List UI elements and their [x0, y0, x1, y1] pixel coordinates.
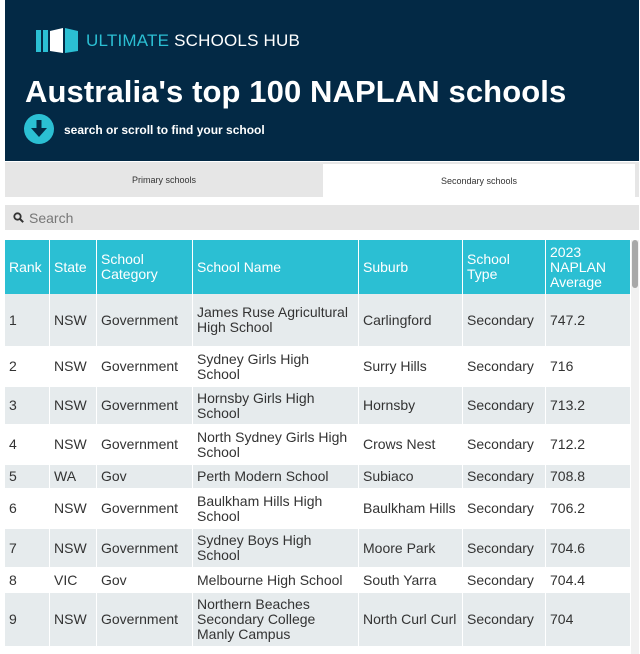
school-type-tabs	[5, 162, 639, 197]
column-header-naplan-average[interactable]: 2023 NAPLAN Average	[546, 240, 631, 294]
cell-school-type: Secondary	[463, 387, 546, 425]
cell-suburb: North Curl Curl	[359, 593, 463, 647]
cell-school-type: Secondary	[463, 294, 546, 347]
cell-category: Government	[97, 529, 193, 568]
cell-rank: 2	[5, 347, 50, 387]
cell-rank: 9	[5, 593, 50, 647]
arrow-down-icon	[30, 119, 48, 139]
table-row	[5, 387, 631, 425]
cell-category: Government	[97, 387, 193, 425]
cell-school-name: Hornsby Girls High School	[193, 387, 359, 425]
cell-state: NSW	[50, 425, 97, 465]
cell-rank: 6	[5, 489, 50, 529]
cell-state: NSW	[50, 593, 97, 647]
cell-state: NSW	[50, 294, 97, 347]
cell-school-type: Secondary	[463, 489, 546, 529]
table-row	[5, 465, 631, 489]
tab-secondary-schools[interactable]: Secondary schools	[323, 164, 635, 197]
cell-school-type: Secondary	[463, 347, 546, 387]
page-title: Australia's top 100 NAPLAN schools	[25, 74, 567, 109]
cell-rank: 7	[5, 529, 50, 568]
cell-naplan-average: 704	[546, 593, 631, 647]
cell-school-name: Sydney Boys High School	[193, 529, 359, 568]
cell-category: Government	[97, 294, 193, 347]
cell-rank: 4	[5, 425, 50, 465]
search-icon	[13, 212, 24, 223]
cell-naplan-average: 747.2	[546, 294, 631, 347]
table-header-row	[5, 240, 631, 294]
cell-suburb: Subiaco	[359, 465, 463, 489]
cell-naplan-average: 716	[546, 347, 631, 387]
cell-naplan-average: 712.2	[546, 425, 631, 465]
page	[5, 0, 639, 654]
search-input[interactable]	[29, 210, 609, 226]
cell-state: WA	[50, 465, 97, 489]
table-scrollbar[interactable]	[631, 240, 639, 654]
table-row	[5, 347, 631, 387]
header-banner	[5, 0, 639, 161]
cell-category: Government	[97, 489, 193, 529]
column-header-school-type[interactable]: School Type	[463, 240, 546, 294]
cell-category: Gov	[97, 465, 193, 489]
column-header-state[interactable]: State	[50, 240, 97, 294]
cell-naplan-average: 713.2	[546, 387, 631, 425]
column-header-school-category[interactable]: School Category	[97, 240, 193, 294]
cell-rank: 5	[5, 465, 50, 489]
cell-suburb: Moore Park	[359, 529, 463, 568]
cell-rank: 8	[5, 568, 50, 593]
cell-category: Government	[97, 425, 193, 465]
cell-school-type: Secondary	[463, 465, 546, 489]
cell-state: NSW	[50, 347, 97, 387]
cell-suburb: Baulkham Hills	[359, 489, 463, 529]
cell-naplan-average: 704.6	[546, 529, 631, 568]
cell-category: Government	[97, 347, 193, 387]
cell-rank: 1	[5, 294, 50, 347]
table-row	[5, 593, 631, 647]
cell-naplan-average: 706.2	[546, 489, 631, 529]
cell-school-type: Secondary	[463, 529, 546, 568]
cell-school-name: Melbourne High School	[193, 568, 359, 593]
scrollbar-thumb[interactable]	[632, 240, 638, 288]
cell-suburb: Surry Hills	[359, 347, 463, 387]
cell-category: Gov	[97, 568, 193, 593]
column-header-suburb[interactable]: Suburb	[359, 240, 463, 294]
column-header-rank[interactable]: Rank	[5, 240, 50, 294]
brand-rest: SCHOOLS HUB	[174, 31, 301, 50]
cell-rank: 3	[5, 387, 50, 425]
cell-suburb: South Yarra	[359, 568, 463, 593]
cell-naplan-average: 708.8	[546, 465, 631, 489]
cell-suburb: Hornsby	[359, 387, 463, 425]
scroll-hint-text: search or scroll to find your school	[64, 123, 265, 137]
cell-state: NSW	[50, 387, 97, 425]
table-row	[5, 294, 631, 347]
book-icon	[34, 27, 80, 55]
cell-suburb: Crows Nest	[359, 425, 463, 465]
cell-school-type: Secondary	[463, 593, 546, 647]
table-row	[5, 529, 631, 568]
cell-suburb: Carlingford	[359, 294, 463, 347]
search-bar	[5, 205, 639, 230]
brand-accent: ULTIMATE	[86, 31, 170, 50]
cell-school-name: James Ruse Agricultural High School	[193, 294, 359, 347]
table-row	[5, 489, 631, 529]
cell-school-name: Sydney Girls High School	[193, 347, 359, 387]
column-header-school-name[interactable]: School Name	[193, 240, 359, 294]
brand-name	[86, 31, 300, 51]
scroll-down-button[interactable]	[24, 114, 54, 144]
cell-category: Government	[97, 593, 193, 647]
cell-school-type: Secondary	[463, 425, 546, 465]
table-row	[5, 568, 631, 593]
cell-school-name: North Sydney Girls High School	[193, 425, 359, 465]
schools-table-container[interactable]	[5, 240, 639, 654]
cell-school-name: Perth Modern School	[193, 465, 359, 489]
cell-state: NSW	[50, 489, 97, 529]
cell-state: NSW	[50, 529, 97, 568]
cell-school-name: Northern Beaches Secondary College Manly Campus	[193, 593, 359, 647]
cell-school-type: Secondary	[463, 568, 546, 593]
cell-naplan-average: 704.4	[546, 568, 631, 593]
schools-table	[5, 240, 631, 647]
cell-school-name: Baulkham Hills High School	[193, 489, 359, 529]
cell-state: VIC	[50, 568, 97, 593]
table-row	[5, 425, 631, 465]
logo[interactable]	[34, 27, 300, 55]
tab-primary-schools[interactable]: Primary schools	[131, 174, 196, 185]
